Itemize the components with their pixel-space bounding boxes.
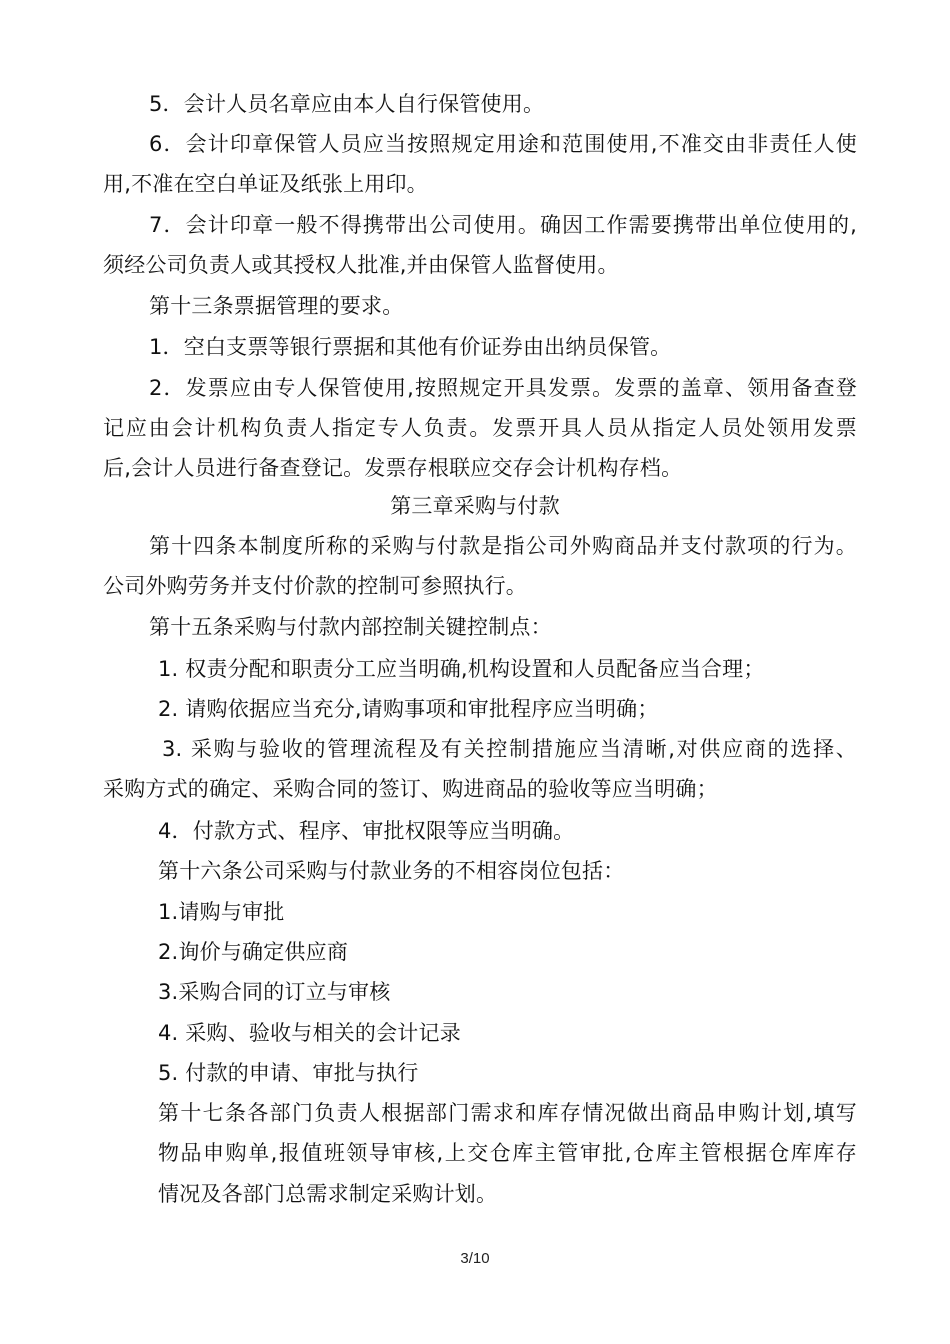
paragraph-line-4: 7．会计印章一般不得携带出公司使用。确因工作需要携带出单位使用的,: [149, 213, 857, 237]
section-heading-article-13: 第十三条票据管理的要求。: [149, 294, 404, 318]
incompatible-post-1: 1.请购与审批: [158, 900, 285, 924]
paragraph-line-12: 第十四条本制度所称的采购与付款是指公司外购商品并支付款项的行为。: [149, 534, 857, 558]
paragraph-article-17-line-1: 第十七条各部门负责人根据部门需求和库存情况做出商品申购计划,填写: [158, 1101, 857, 1125]
incompatible-post-2: 2.询价与确定供应商: [158, 940, 349, 964]
list-item-1: 1. 权责分配和职责分工应当明确,机构设置和人员配备应当合理；: [158, 657, 765, 681]
paragraph-line-3: 用,不准在空白单证及纸张上用印。: [103, 172, 428, 196]
paragraph-line-9: 记应由会计机构负责人指定专人负责。发票开具人员从指定人员处领用发票: [103, 416, 857, 440]
list-item-2: 2. 请购依据应当充分,请购事项和审批程序应当明确；: [158, 697, 659, 721]
paragraph-line-5: 须经公司负责人或其授权人批准,并由保管人监督使用。: [103, 253, 619, 277]
paragraph-line-2: 6．会计印章保管人员应当按照规定用途和范围使用,不准交由非责任人使: [149, 132, 857, 156]
paragraph-article-17-line-3: 情况及各部门总需求制定采购计划。: [158, 1182, 498, 1206]
list-item-3: 3. 采购与验收的管理流程及有关控制措施应当清晰,对供应商的选择、: [162, 737, 857, 761]
incompatible-post-4: 4. 采购、验收与相关的会计记录: [158, 1021, 461, 1045]
section-heading-article-15: 第十五条采购与付款内部控制关键控制点：: [149, 615, 552, 639]
chapter-title: 第三章采购与付款: [390, 494, 560, 518]
paragraph-line-10: 后,会计人员进行备查登记。发票存根联应交存会计机构存档。: [103, 456, 683, 480]
page-number: 3/10: [460, 1250, 490, 1267]
list-item-4: 4．付款方式、程序、审批权限等应当明确。: [158, 819, 575, 843]
paragraph-line-7: 1．空白支票等银行票据和其他有价证券由出纳员保管。: [149, 335, 672, 359]
paragraph-line-13: 公司外购劳务并支付价款的控制可参照执行。: [103, 574, 527, 598]
incompatible-post-3: 3.采购合同的订立与审核: [158, 980, 391, 1004]
incompatible-post-5: 5. 付款的申请、审批与执行: [158, 1061, 419, 1085]
list-item-3-continued: 采购方式的确定、采购合同的签订、购进商品的验收等应当明确；: [103, 777, 718, 801]
paragraph-article-17-line-2: 物品申购单,报值班领导审核,上交仓库主管审批,仓库主管根据仓库库存: [158, 1141, 857, 1165]
section-heading-article-16: 第十六条公司采购与付款业务的不相容岗位包括：: [158, 859, 625, 883]
paragraph-line-1: 5．会计人员名章应由本人自行保管使用。: [149, 92, 545, 116]
paragraph-line-8: 2．发票应由专人保管使用,按照规定开具发票。发票的盖章、领用备查登: [149, 376, 857, 400]
